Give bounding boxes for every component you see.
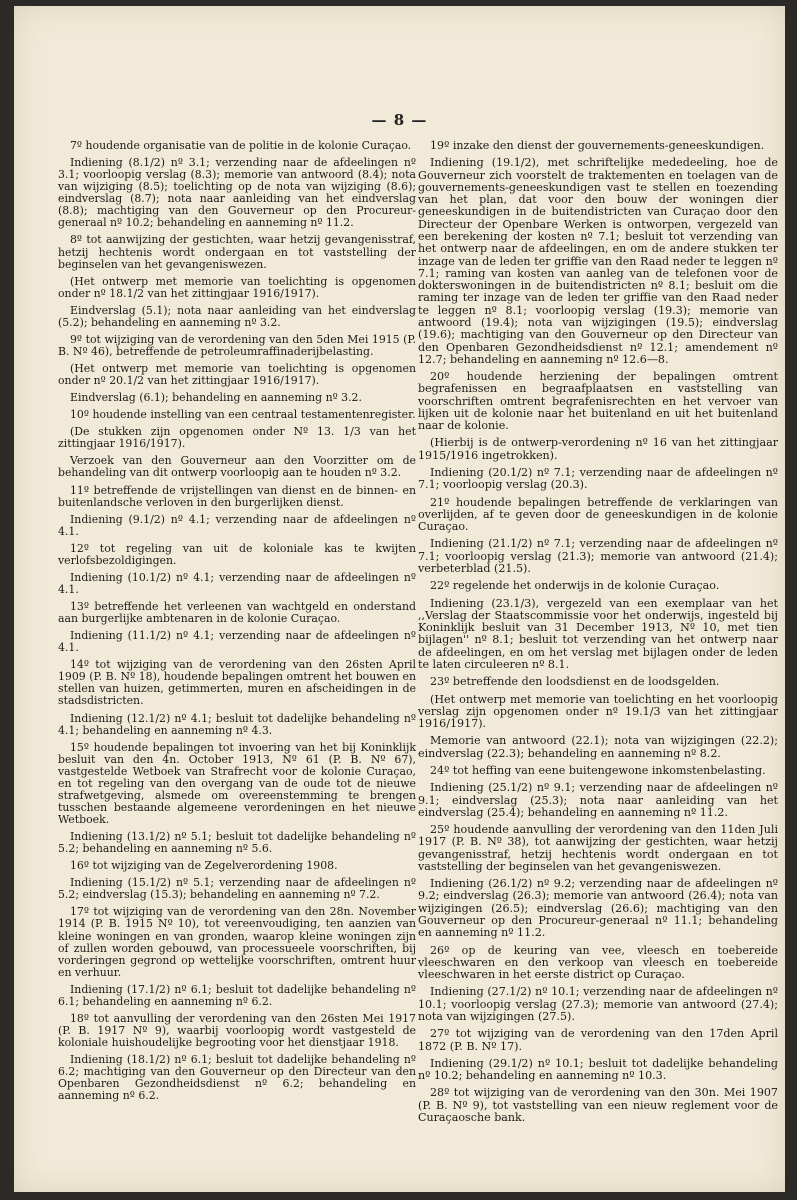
paragraph: Indiening (21.1/2) nº 7.1; verzending naar de afdeelingen nº 7.1; voorloopig verslag (21.3); memorie van antwoord (21.4); verbeterblad (21.5). — [418, 537, 778, 575]
paragraph: Indiening (19.1/2), met schriftelijke mededeeling, hoe de Gouverneur zich voorstelt de traktementen en toelagen van de gouvernements-geneeskundigen vast te stellen en toezending van het plan, dat voor den bouw der woningen dier geneeskundigen in de buitendistricten van Curaçao door den Directeur der Openbare Werken is ontworpen, vergezeld van een berekening der kosten nº 7.1; besluit tot verzending van het ontwerp naar de afdeelingen, en om de andere stukken ter inzage van de leden ter griffie van den Raad neder te leggen nº 7.1; raming van kosten van aanleg van de telefonen voor de dokterswoningen in de buitendistricten nº 8.1; besluit om die raming ter inzage van de leden ter griffie van den Raad neder te leggen nº 8.1; voorloopig verslag (19.3); memorie van antwoord (19.4); nota van wijzigingen (19.5); eindverslag (19.6); machtiging van den Gouverneur op den Directeur van den Openbaren Gezondheidsdienst nº 12.1; amendement nº 12.7; behandeling en aanneming nº 12.6—8. — [418, 156, 778, 366]
paragraph: 14º tot wijziging van de verordening van den 26sten April 1909 (P. B. Nº 18), houdende bepalingen omtrent het bouwen en stellen van huizen, getimmerten, muren en afscheidingen in de stadsdistricten. — [58, 658, 416, 708]
paragraph: 9º tot wijziging van de verordening van den 5den Mei 1915 (P. B. Nº 46), betreffende de petroleumraffinaderijbelasting. — [58, 332, 416, 358]
paragraph: Indiening (17.1/2) nº 6.1; besluit tot dadelijke behandeling nº 6.1; behandeling en aanneming nº 6.2. — [58, 982, 416, 1008]
paragraph: 10º houdende instelling van een centraal testamentenregister. — [70, 408, 416, 422]
paragraph: Indiening (20.1/2) nº 7.1; verzending naar de afdeelingen nº 7.1; voorloopig verslag (20.3). — [418, 466, 778, 492]
paragraph: (Hierbij is de ontwerp-verordening nº 16 van het zittingjaar 1915/1916 ingetrokken). — [418, 436, 778, 462]
paragraph: Indiening (11.1/2) nº 4.1; verzending naar de afdeelingen nº 4.1. — [58, 629, 416, 655]
paragraph: Eindverslag (5.1); nota naar aanleiding van het eindverslag (5.2); behandeling en aanneming nº 3.2. — [58, 303, 416, 329]
paragraph: Indiening (13.1/2) nº 5.1; besluit tot dadelijke behandeling nº 5.2; behandeling en aanneming nº 5.6. — [58, 830, 416, 856]
page-number: — 8 — — [371, 111, 428, 129]
paragraph: 24º tot heffing van eene buitengewone inkomstenbelasting. — [430, 763, 766, 777]
paragraph: Indiening (25.1/2) nº 9.1; verzending naar de afdeelingen nº 9.1; eindverslag (25.3); nota naar aanleiding van het eindverslag (25.4); behandeling en aanneming nº 11.2. — [418, 781, 778, 819]
paragraph: (De stukken zijn opgenomen onder Nº 13. 1/3 van het zittingjaar 1916/1917). — [58, 425, 416, 451]
paragraph: 11º betreffende de vrijstellingen van dienst en de binnen- en buitenlandsche verloven in den burgerlijken dienst. — [58, 483, 416, 509]
paragraph: 20º houdende herziening der bepalingen omtrent begrafenissen en begraafplaatsen en vaststelling van voorschriften omtrent begrafenisrechten en het vervoer van lijken uit de kolonie naar het buitenland en uit het buitenland naar de kolonie. — [418, 370, 778, 433]
paragraph: Indiening (23.1/3), vergezeld van een exemplaar van het ,,Verslag der Staatscommissie voor het onderwijs, ingesteld bij Koninklijk besluit van 31 December 1913, Nº 10, met tien bijlagen'' nº 8.1; besluit tot verzending van het ontwerp naar de afdeelingen, en om het verslag met bijlagen onder de leden te laten circuleeren nº 8.1. — [418, 596, 778, 671]
paragraph: 23º betreffende den loodsdienst en de loodsgelden. — [430, 675, 720, 689]
paragraph: Indiening (12.1/2) nº 4.1; besluit tot dadelijke behandeling nº 4.1; behandeling en aanneming nº 4.3. — [58, 711, 416, 737]
paragraph: Indiening (9.1/2) nº 4.1; verzending naar de afdeelingen nº 4.1. — [58, 512, 416, 538]
paragraph: Indiening (26.1/2) nº 9.2; verzending naar de afdeelingen nº 9.2; eindverslag (26.3); memorie van antwoord (26.4); nota van wijzigingen (26.5); eindverslag (26.6); machtiging van den Gouverneur op den Procureur-generaal nº 11.1; behandeling en aanneming nº 11.2. — [418, 877, 778, 940]
paragraph: 15º houdende bepalingen tot invoering van het bij Koninklijk besluit van den 4n. October 1913, Nº 61 (P. B. Nº 67), vastgestelde Wetboek van Strafrecht voor de kolonie Curaçao, en tot regeling van den overgang van de oude tot de nieuwe strafwetgeving, alsmede om overeenstemming te brengen tusschen bestaande algemeene verordeningen en het nieuwe Wetboek. — [58, 740, 416, 826]
paragraph: 16º tot wijziging van de Zegelverordening 1908. — [70, 859, 338, 873]
paragraph: (Het ontwerp met memorie van toelichting is opgenomen onder nº 20.1/2 van het zittingjaar 1916/1917). — [58, 362, 416, 388]
paragraph: Memorie van antwoord (22.1); nota van wijzigingen (22.2); eindverslag (22.3); behandeling en aanneming nº 8.2. — [418, 734, 778, 760]
paragraph: 7º houdende organisatie van de politie in de kolonie Curaçao. — [70, 139, 412, 152]
paragraph: 17º tot wijziging van de verordening van den 28n. November 1914 (P. B. 1915 Nº 10), tot vereenvoudiging, ten aanzien van kleine woningen en van gronden, waarop kleine woningen zijn of zullen worden gebouwd, van processueele voorschriften, bij vorderingen gegrond op wettelijke voorschriften, omtrent huur en verhuur. — [58, 905, 416, 979]
paragraph: 19º inzake den dienst der gouvernements-geneeskundigen. — [430, 139, 765, 152]
paragraph: Indiening (10.1/2) nº 4.1; verzending naar de afdeelingen nº 4.1. — [58, 570, 416, 596]
paragraph: 28º tot wijziging van de verordening van den 30n. Mei 1907 (P. B. Nº 9), tot vaststelling van een nieuw reglement voor de Curaçaosche bank. — [418, 1086, 778, 1124]
paragraph: 13º betreffende het verleenen van wachtgeld en onderstand aan burgerlijke ambtenaren in de kolonie Curaçao. — [58, 600, 416, 626]
paragraph: 18º tot aanvulling der verordening van den 26sten Mei 1917 (P. B. 1917 Nº 9), waarbij voorloopig wordt vastgesteld de koloniale huishoudelijke begrooting voor het dienstjaar 1918. — [58, 1011, 416, 1049]
paragraph: (Het ontwerp met memorie van toelichting en het voorloopig verslag zijn opgenomen onder nº 19.1/3 van het zittingjaar 1916/1917). — [418, 692, 778, 731]
document-page — [14, 6, 785, 1192]
paragraph: Indiening (27.1/2) nº 10.1; verzending naar de afdeelingen nº 10.1; voorloopig verslag (27.3); memorie van antwoord (27.4); nota van wijzigingen (27.5). — [418, 985, 778, 1023]
paragraph: Indiening (18.1/2) nº 6.1; besluit tot dadelijke behandeling nº 6.2; machtiging van den Gouverneur op den Directeur van den Openbaren Gezondheidsdienst nº 6.2; behandeling en aanneming nº 6.2. — [58, 1053, 416, 1103]
left-column — [58, 140, 416, 1107]
paragraph: Verzoek van den Gouverneur aan den Voorzitter om de behandeling van dit ontwerp voorloopig aan te houden nº 3.2. — [58, 454, 416, 480]
paragraph: (Het ontwerp met memorie van toelichting is opgenomen onder nº 18.1/2 van het zittingjaar 1916/1917). — [58, 274, 416, 300]
right-column — [418, 140, 778, 1129]
paragraph: 25º houdende aanvulling der verordening van den 11den Juli 1917 (P. B. Nº 38), tot aanwijzing der gestichten, waar hetzij gevangenisstraf, hetzij hechtenis wordt ondergaan en tot vaststelling der beginselen van het gevangeniswezen. — [418, 823, 778, 873]
paragraph: 27º tot wijziging van de verordening van den 17den April 1872 (P. B. Nº 17). — [418, 1027, 778, 1053]
paragraph: Eindverslag (6.1); behandeling en aanneming nº 3.2. — [70, 391, 362, 405]
paragraph: 22º regelende het onderwijs in de kolonie Curaçao. — [430, 579, 720, 593]
paragraph: Indiening (15.1/2) nº 5.1; verzending naar de afdeelingen nº 5.2; eindverslag (15.3); behandeling en aanneming nº 7.2. — [58, 876, 416, 902]
paragraph: 8º tot aanwijzing der gestichten, waar hetzij gevangenisstraf, hetzij hechtenis wordt ondergaan en tot vaststelling der beginselen van het gevangeniswezen. — [58, 233, 416, 271]
paragraph: 12º tot regeling van uit de koloniale kas te kwijten verlofsbezoldigingen. — [58, 541, 416, 567]
paragraph: Indiening (29.1/2) nº 10.1; besluit tot dadelijke behandeling nº 10.2; behandeling en aanneming nº 10.3. — [418, 1056, 778, 1083]
paragraph: 26º op de keuring van vee, vleesch en toebereide vleeschwaren en den verkoop van vleesch en toebereide vleeschwaren in het eerste district op Curaçao. — [418, 943, 778, 982]
paragraph: 21º houdende bepalingen betreffende de verklaringen van overlijden, af te geven door de geneeskundigen in de kolonie Curaçao. — [418, 495, 778, 534]
paragraph: Indiening (8.1/2) nº 3.1; verzending naar de afdeelingen nº 3.1; voorloopig verslag (8.3); memorie van antwoord (8.4); nota van wijziging (8.5); toelichting op de nota van wijziging (8.6); eindverslag (8.7); nota naar aanleiding van het eindverslag (8.8); machtiging van den Gouverneur op den Procureur-generaal nº 10.2; behandeling en aanneming nº 11.2. — [58, 156, 416, 230]
